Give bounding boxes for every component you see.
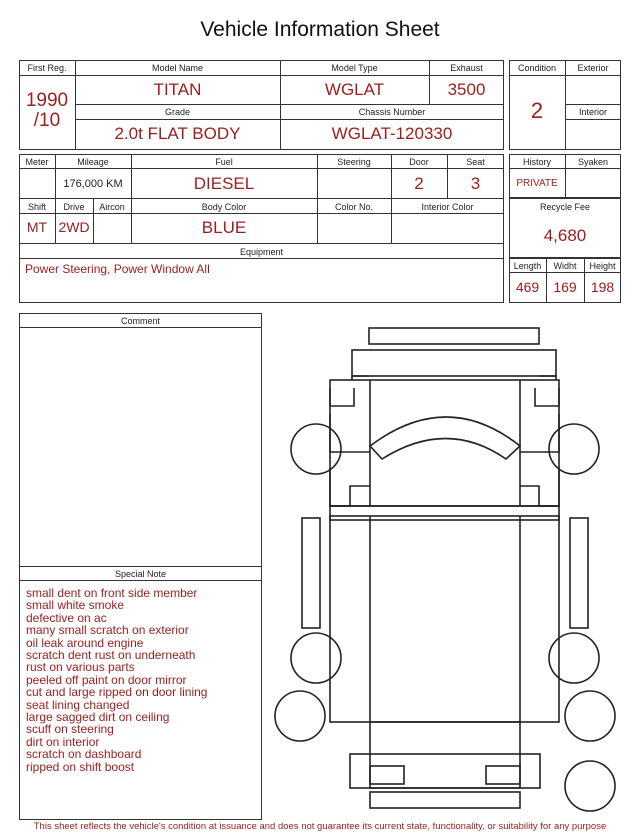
- recycle-fee-label: Recycle Fee: [539, 202, 591, 212]
- comment-label: Comment: [120, 316, 160, 326]
- special-notes-list: [26, 587, 207, 773]
- body-color-value: BLUE: [201, 218, 247, 237]
- drive-label: Drive: [63, 202, 85, 212]
- shift-value: MT: [26, 219, 48, 235]
- list-item: peeled off paint on door mirror: [26, 672, 187, 687]
- door-label: Door: [409, 157, 429, 167]
- height-label: Height: [589, 261, 616, 271]
- fuel-value: DIESEL: [193, 174, 255, 193]
- door-value: 2: [414, 174, 424, 193]
- first-reg-label: First Reg.: [27, 63, 67, 73]
- model-name-label: Model Name: [151, 63, 204, 73]
- length-value: 469: [515, 279, 540, 295]
- mileage-label: Mileage: [77, 157, 109, 167]
- shift-label: Shift: [27, 202, 46, 212]
- grade-value: 2.0t FLAT BODY: [114, 124, 241, 143]
- model-name-value: TITAN: [153, 80, 202, 99]
- list-item: seat lining changed: [26, 697, 130, 712]
- aircon-label: Aircon: [99, 202, 125, 212]
- list-item: scratch on dashboard: [26, 747, 142, 762]
- disclaimer-text: This sheet reflects the vehicle's condition at issuance and does not guarantee its current state, functionality, or suitability for any purpose: [33, 821, 607, 832]
- color-no-label: Color No.: [334, 202, 373, 212]
- equipment-label: Equipment: [239, 247, 284, 257]
- fuel-label: Fuel: [215, 157, 233, 167]
- steering-label: Steering: [337, 157, 371, 167]
- list-item: oil leak around engine: [26, 635, 144, 650]
- drive-value: 2WD: [58, 219, 90, 235]
- list-item: dirt on interior: [26, 734, 100, 749]
- exhaust-value: 3500: [447, 80, 486, 99]
- recycle-fee-value: 4,680: [543, 226, 587, 245]
- list-item: ripped on shift boost: [26, 759, 135, 774]
- width-value: 169: [553, 279, 577, 295]
- syaken-label: Syaken: [577, 157, 609, 167]
- list-item: rust on various parts: [26, 660, 135, 675]
- history-label: History: [522, 157, 551, 167]
- special-note-label: Special Note: [114, 569, 167, 579]
- list-item: cut and large ripped on door lining: [26, 685, 208, 700]
- interior-label: Interior: [578, 107, 607, 117]
- body-color-label: Body Color: [201, 202, 247, 212]
- seat-label: Seat: [466, 157, 485, 167]
- list-item: scratch dent rust on underneath: [26, 648, 196, 663]
- chassis-number-label: Chassis Number: [358, 107, 426, 117]
- interior-color-label: Interior Color: [421, 202, 474, 212]
- exhaust-label: Exhaust: [450, 63, 483, 73]
- first-reg-year: 1990: [25, 90, 69, 111]
- model-type-label: Model Type: [331, 63, 378, 73]
- exterior-label: Exterior: [577, 63, 609, 73]
- height-value: 198: [590, 279, 615, 295]
- model-type-value: WGLAT: [324, 80, 385, 99]
- equipment-value: Power Steering, Power Window All: [25, 262, 210, 276]
- first-reg-month: /10: [33, 110, 61, 131]
- history-value: PRIVATE: [516, 178, 558, 189]
- width-label: Widht: [553, 261, 577, 271]
- list-item: scuff on steering: [26, 722, 114, 737]
- list-item: small dent on front side member: [26, 586, 198, 600]
- condition-value: 2: [530, 98, 544, 123]
- list-item: large sagged dirt on ceiling: [26, 710, 170, 725]
- page-title: Vehicle Information Sheet: [200, 18, 440, 41]
- grade-label: Grade: [164, 107, 190, 117]
- condition-label: Condition: [517, 63, 557, 73]
- list-item: many small scratch on exterior: [26, 623, 189, 638]
- length-label: Length: [513, 261, 542, 271]
- meter-label: Meter: [25, 157, 49, 167]
- vehicle-diagram: [262, 318, 632, 818]
- list-item: defective on ac: [26, 610, 107, 625]
- chassis-number-value: WGLAT-120330: [331, 124, 453, 143]
- list-item: small white smoke: [26, 598, 125, 613]
- seat-value: 3: [470, 174, 481, 193]
- mileage-value: 176,000 KM: [63, 178, 123, 190]
